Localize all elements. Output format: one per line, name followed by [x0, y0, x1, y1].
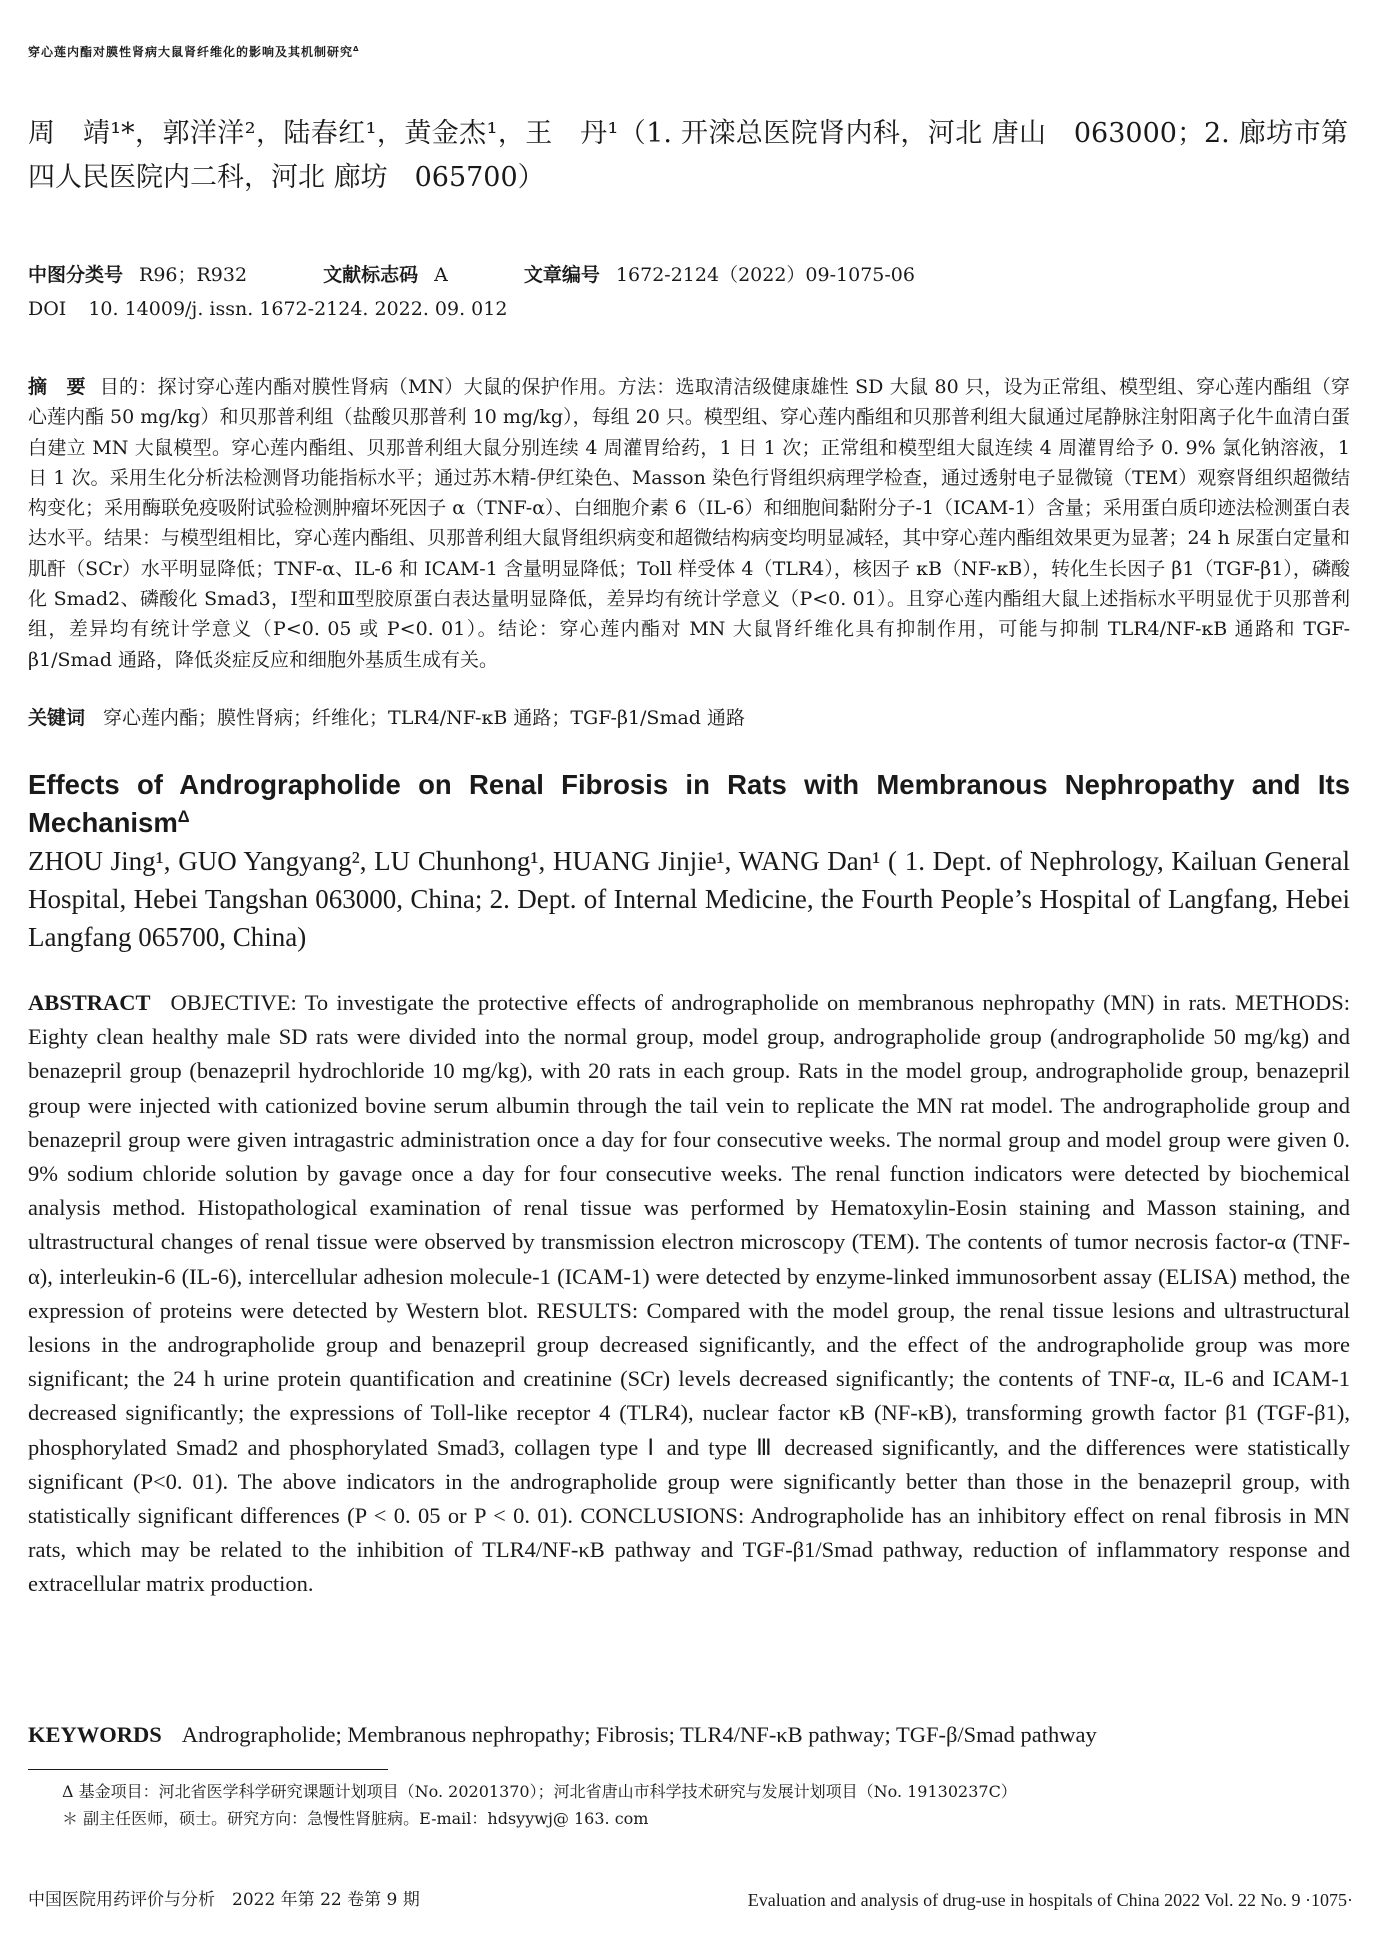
doc-code-label: 文献标志码 [323, 264, 419, 286]
abstract-en-text: OBJECTIVE: To investigate the protective effects of andrographolide on membranous nephropathy (MN) in rats. METHODS: Eighty clean healthy male SD rats were divided into the normal group, model group, andrographolide group (andrographolide 50 mg/kg) and benazepril group (benazepril hydrochloride 10 mg/kg), with 20 rats in each group. Rats in the model group, andrographolide group, benazepril group were injected with cationized bovine serum albumin through the tail vein to replicate the MN rat model. The andrographolide group and benazepril group were given intragastric administration once a day for four consecutive weeks. The normal group and model group were given 0. 9% sodium chloride solution by gavage once a day for four consecutive weeks. The renal function indicators were detected by biochemical analysis method. Histopathological examination of renal tissue was performed by Hematoxylin-Eosin staining and Masson staining, and ultrastructural changes of renal tissue were observed by transmission electron microscopy (TEM). The contents of tumor necrosis factor-α (TNF-α), interleukin-6 (IL-6), intercellular adhesion molecule-1 (ICAM-1) were detected by enzyme-linked immunosorbent assay (ELISA) method, the expression of proteins were detected by Western blot. RESULTS: Compared with the model group, the renal tissue lesions and ultrastructural lesions in the andrographolide group and benazepril group decreased significantly, and the effect of the andrographolide group was more significant; the 24 h urine protein quantification and creatinine (SCr) levels decreased significantly; the contents of TNF-α, IL-6 and ICAM-1 decreased significantly; the expressions of Toll-like receptor 4 (TLR4), nuclear factor κB (NF-κB), transforming growth factor β1 (TGF-β1), phosphorylated Smad2 and phosphorylated Smad3, collagen type Ⅰ and type Ⅲ decreased significantly, and the differences were statistically significant (P<0. 01). The above indicators in the andrographolide group were significantly better than those in the benazepril group, with statistically significant differences (P < 0. 05 or P < 0. 01). CONCLUSIONS: Andrographolide has an inhibitory effect on renal fibrosis in MN rats, which may be related to the inhibition of TLR4/NF-κB pathway and TGF-β1/Smad pathway, reduction of inflammatory response and extracellular matrix production. [28, 990, 1350, 1597]
classification-row [28, 262, 985, 288]
clc-label: 中图分类号 [28, 264, 124, 286]
keywords-cn [28, 703, 1350, 733]
footnotes [62, 1778, 1017, 1832]
footnote-author: ＊ 副主任医师，硕士。研究方向：急慢性肾脏病。E-mail：hdsyywj@ 163. com [62, 1809, 649, 1828]
abstract-en [28, 986, 1350, 1602]
keywords-en-label: KEYWORDS [28, 1722, 162, 1747]
abstract-cn [28, 372, 1350, 675]
footnote-fund: Δ 基金项目：河北省医学科学研究课题计划项目（No. 20201370）；河北省唐山市科学技术研究与发展计划项目（No. 19130237C） [62, 1782, 1017, 1801]
title-cn-text: 穿心莲内酯对膜性肾病大鼠肾纤维化的影响及其机制研究 [28, 45, 354, 59]
title-cn-fund-marker: Δ [353, 44, 360, 53]
abstract-cn-text: 目的：探讨穿心莲内酯对膜性肾病（MN）大鼠的保护作用。方法：选取清洁级健康雄性 SD 大鼠 80 只，设为正常组、模型组、穿心莲内酯组（穿心莲内酯 50 mg/kg）和贝那普利组（盐酸贝那普利 10 mg/kg），每组 20 只。模型组、穿心莲内酯组和贝那普利组大鼠通过尾静脉注射阳离子化牛血清白蛋白建立 MN 大鼠模型。穿心莲内酯组、贝那普利组大鼠分别连续 4 周灌胃给药，1 日 1 次；正常组和模型组大鼠连续 4 周灌胃给予 0. 9% 氯化钠溶液，1 日 1 次。采用生化分析法检测肾功能指标水平；通过苏木精-伊红染色、Masson 染色行肾组织病理学检查，通过透射电子显微镜（TEM）观察肾组织超微结构变化；采用酶联免疫吸附试验检测肿瘤坏死因子 α（TNF-α）、白细胞介素 6（IL-6）和细胞间黏附分子-1（ICAM-1）含量；采用蛋白质印迹法检测蛋白表达水平。结果：与模型组相比，穿心莲内酯组、贝那普利组大鼠肾组织病变和超微结构病变均明显减轻，其中穿心莲内酯组效果更为显著；24 h 尿蛋白定量和肌酐（SCr）水平明显降低；TNF-α、IL-6 和 ICAM-1 含量明显降低；Toll 样受体 4（TLR4），核因子 κB（NF-κB），转化生长因子 β1（TGF-β1），磷酸化 Smad2、磷酸化 Smad3，Ⅰ型和Ⅲ型胶原蛋白表达量明显降低，差异均有统计学意义（P<0. 01）。且穿心莲内酯组大鼠上述指标水平明显优于贝那普利组，差异均有统计学意义（P<0. 05 或 P<0. 01）。结论：穿心莲内酯对 MN 大鼠肾纤维化具有抑制作用，可能与抑制 TLR4/NF-κB 通路和 TGF-β1/Smad 通路，降低炎症反应和细胞外基质生成有关。 [28, 376, 1350, 671]
title-en-fund-marker: Δ [177, 807, 190, 826]
article-number-label: 文章编号 [523, 264, 600, 286]
running-footer-cn: 中国医院用药评价与分析 2022 年第 22 卷第 9 期 [28, 1890, 420, 1910]
article-title-cn [28, 26, 1358, 78]
doi-value: 10. 14009/j. issn. 1672-2124. 2022. 09. 012 [88, 298, 508, 320]
doi-label: DOI [28, 298, 67, 320]
keywords-en [28, 1718, 1350, 1752]
article-number-value: 1672-2124（2022）09-1075-06 [615, 264, 915, 286]
title-en-text: Effects of Andrographolide on Renal Fibrosis in Rats with Membranous Nephropathy and Its Mechanism [28, 769, 1350, 838]
doi-row [28, 296, 507, 322]
clc-value: R96；R932 [139, 264, 248, 286]
keywords-cn-text: 穿心莲内酯；膜性肾病；纤维化；TLR4/NF-κB 通路；TGF-β1/Smad 通路 [103, 707, 745, 729]
abstract-en-label: ABSTRACT [28, 990, 151, 1015]
keywords-cn-label: 关键词 [28, 707, 86, 729]
doc-code-value: A [434, 264, 448, 286]
footnote-divider [28, 1769, 388, 1770]
running-footer-en: Evaluation and analysis of drug-use in hospitals of China 2022 Vol. 22 No. 9 ·1075· [747, 1890, 1353, 1910]
authors-affiliations-en: ZHOU Jing¹, GUO Yangyang², LU Chunhong¹, HUANG Jinjie¹, WANG Dan¹ ( 1. Dept. of Nephrology, Kailuan General Hospital, Hebei Tangshan 063000, China; 2. Dept. of Internal Medicine, the Fourth People’s Hospital of Langfang, Hebei Langfang 065700, China) [28, 846, 1350, 952]
authors-affiliations-cn: 周 靖¹*，郭洋洋²，陆春红¹，黄金杰¹，王 丹¹（1. 开滦总医院肾内科，河北 唐山 063000；2. 廊坊市第四人民医院内二科，河北 廊坊 065700） [28, 118, 1348, 193]
abstract-cn-label: 摘 要 [28, 376, 86, 398]
article-title-en [28, 766, 1350, 842]
keywords-en-text: Andrographolide; Membranous nephropathy; Fibrosis; TLR4/NF-κB pathway; TGF-β/Smad pathway [181, 1722, 1097, 1747]
